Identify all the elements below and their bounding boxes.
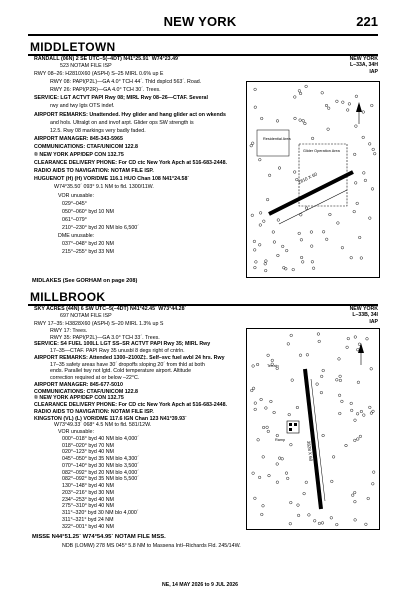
tree-icon <box>252 365 255 368</box>
page-state-title: NEW YORK <box>163 14 237 29</box>
tree-icon <box>339 379 342 382</box>
tree-icon <box>320 391 323 394</box>
tree-icon <box>354 336 357 339</box>
tree-icon <box>336 100 339 103</box>
building <box>289 428 292 431</box>
info-line: RADIO AIDS TO NAVIGATION: NOTAM FILE ISP. <box>34 408 154 415</box>
ramp-label: Ramp <box>275 438 286 442</box>
tree-icon <box>331 480 334 483</box>
tree-icon <box>322 369 325 372</box>
airport-diagram-svg <box>247 82 379 277</box>
tree-icon <box>337 222 340 225</box>
info-line: AIRPORT REMARKS: Unattended. Hvy glider and hang glider act on wkends <box>34 111 226 118</box>
midlakes-reference: MIDLAKES (See GORHAM on page 208) <box>32 278 138 284</box>
info-line: W73°49.33´ 068° 4.5 NM to fld. 581/12W. <box>54 422 152 429</box>
tree-icon <box>357 381 360 384</box>
tree-icon <box>285 249 288 252</box>
info-line: KINGSTON (VL) (L) VOR/DME 117.6 IGN Chan 123 N41°39.93´ <box>34 415 187 422</box>
info-line: 050°–060° byd 10 NM <box>62 208 114 215</box>
tree-icon <box>254 266 257 269</box>
tree-icon <box>353 153 356 156</box>
tree-icon <box>278 457 281 460</box>
info-line: 082°–092° byd 35 NM blo 5,500´ <box>62 476 139 483</box>
info-line: 203°–216° byd 30 NM <box>62 489 114 496</box>
tree-icon <box>259 158 262 161</box>
tree-icon <box>278 167 281 170</box>
tree-icon <box>264 263 267 266</box>
tree-icon <box>298 232 301 235</box>
info-line: 12.5. Rwy 08 markings very badly faded. <box>50 127 146 134</box>
tree-icon <box>259 212 262 215</box>
tree-icon <box>313 520 316 523</box>
tree-icon <box>290 443 293 446</box>
tree-icon <box>255 261 258 264</box>
info-line: RWY 26: PAPI(P2R)—GA 4.0° TCH 30´. Trees. <box>50 87 161 94</box>
tree-icon <box>285 472 288 475</box>
tree-icon <box>308 514 311 517</box>
info-line: ® NEW YORK APP/DEP CON 132.75 <box>34 152 124 158</box>
info-line: RWY 17: Trees. <box>50 327 88 334</box>
runway-dimension-label: 2810 X 60 <box>297 171 318 185</box>
tree-icon <box>289 522 292 525</box>
north-arrow-icon <box>358 343 364 353</box>
info-line: 311°–321° byd 24 NM <box>62 516 114 523</box>
tree-icon <box>354 500 357 503</box>
iap-tag: IAP <box>369 68 378 75</box>
tree-icon <box>318 340 321 343</box>
info-line: 234°–253° byd 40 NM <box>62 496 114 503</box>
tree-icon <box>251 142 254 145</box>
tree-icon <box>291 379 294 382</box>
tree-icon <box>339 375 342 378</box>
tree-icon <box>327 128 330 131</box>
tree-icon <box>266 198 269 201</box>
tree-icon <box>353 210 356 213</box>
residential-area <box>257 130 289 156</box>
tree-icon <box>261 513 264 516</box>
tree-icon <box>372 148 375 151</box>
info-line: RWY 35: PAPI(P2L)—GA 3.0° TCH 33´. Trees. <box>50 334 160 341</box>
tree-icon <box>272 231 275 234</box>
info-line: 070°–140° byd 30 NM blo 3,500´ <box>62 462 139 469</box>
tree-icon <box>268 474 271 477</box>
info-line: 082°–092° byd 20 NM blo 4,000´ <box>62 469 139 476</box>
tree-icon <box>273 241 276 244</box>
tree-icon <box>273 411 276 414</box>
tree-icon <box>305 481 308 484</box>
tree-symbols <box>250 85 376 272</box>
info-line: VOR unusable: <box>58 429 94 435</box>
city-heading-millbrook: MILLBROOK <box>30 290 106 304</box>
info-line: 17–35—CTAF. PAPI Rwy 35 unusbl 8 degs right of cntrln. <box>50 348 185 354</box>
tree-icon <box>299 354 302 357</box>
tree-icon <box>256 363 259 366</box>
tree-icon <box>263 220 266 223</box>
info-line: 322°–001° byd 40 NM <box>62 523 114 530</box>
tree-icon <box>321 92 324 95</box>
tree-icon <box>276 481 279 484</box>
info-line: RADIO AIDS TO NAVIGATION: NOTAM FILE ISP. <box>34 168 154 175</box>
effective-dates-footer: NE, 14 MAY 2026 to 9 JUL 2026 <box>161 582 239 588</box>
info-line: SERVICE: S4 FUEL 100LL LGT SS–SR ACTVT PAPI Rwy 35; MIRL Rwy <box>34 341 211 348</box>
tree-icon <box>341 400 344 403</box>
city-heading-middletown: MIDDLETOWN <box>30 40 116 54</box>
tree-icon <box>290 501 293 504</box>
info-line: COMMUNICATIONS: CTAF/UNICOM 122.8 <box>34 143 138 150</box>
tree-icon <box>341 246 344 249</box>
tree-icon <box>286 477 289 480</box>
info-line: AIRPORT MANAGER: 845-343-5965 <box>34 135 123 142</box>
tree-icon <box>258 476 261 479</box>
tree-icon <box>345 444 348 447</box>
tree-icon <box>271 359 274 362</box>
tree-icon <box>357 348 360 351</box>
info-line: 020°–123° byd 40 NM <box>62 449 114 456</box>
tree-icon <box>354 419 357 422</box>
misse-line-2: NDB (LOMW) 278 MS 045° 5.8 NM to Massena Intl–Richards Fld. 245/14W. <box>62 543 241 549</box>
ramp <box>287 421 299 433</box>
tree-icon <box>281 245 284 248</box>
tree-icon <box>250 144 253 147</box>
info-line: AIRPORT MANAGER: 845-677-5010 <box>34 381 123 388</box>
tree-icon <box>260 117 263 120</box>
tree-icon <box>254 402 257 405</box>
tree-icon <box>265 260 268 263</box>
tree-icon <box>356 413 359 416</box>
info-line: 018°–020° byd 70 NM <box>62 442 114 449</box>
tree-icon <box>251 214 254 217</box>
tree-icon <box>298 90 301 93</box>
tree-icon <box>302 120 305 123</box>
airport-tags <box>350 56 378 75</box>
tree-icon <box>369 406 372 409</box>
info-line: AIRPORT REMARKS: Attended 1300–2100Z‡. Self–svc fuel avbl 24 hrs. Rwy <box>34 354 225 361</box>
info-line: rwy and twy lgts OTS indef. <box>50 103 115 110</box>
tree-icon <box>252 387 255 390</box>
tree-icon <box>310 245 313 248</box>
tree-icon <box>316 383 319 386</box>
tree-icon <box>258 244 261 247</box>
tree-icon <box>318 522 321 525</box>
tree-icon <box>306 354 309 357</box>
tree-icon <box>322 231 325 234</box>
tree-icon <box>304 122 307 125</box>
tree-icon <box>373 152 376 155</box>
iap-tag: IAP <box>369 318 378 325</box>
tree-icon <box>262 456 265 459</box>
tree-icon <box>359 435 362 438</box>
tree-icon <box>264 269 267 272</box>
tree-icon <box>297 504 300 507</box>
tree-icon <box>362 136 365 139</box>
tree-icon <box>347 337 350 340</box>
tree-icon <box>358 236 361 239</box>
tree-icon <box>354 519 357 522</box>
tree-icon <box>277 219 280 222</box>
tree-icon <box>259 224 262 227</box>
tree-icon <box>311 137 314 140</box>
tree-icon <box>372 483 375 486</box>
airport-diagram-sky-acres <box>246 328 380 530</box>
tree-icon <box>364 179 367 182</box>
chart-tag: L–33A, 34H <box>350 62 378 69</box>
tree-icon <box>287 343 290 346</box>
info-line: HUGUENOT (H) (H) VOR/DME 116.1 HUO Chan 108 N41°24.58´ <box>34 176 190 183</box>
tree-icon <box>368 143 371 146</box>
tree-icon <box>312 267 315 270</box>
tree-icon <box>336 523 339 526</box>
tree-icon <box>322 434 325 437</box>
info-line: CLEARANCE DELIVERY PHONE: For CD ctc New York Apch at 516-683-2448. <box>34 402 227 408</box>
info-line: W74°35.50´ 093° 9.1 NM to fld. 1300/11W. <box>54 184 154 191</box>
tree-icon <box>325 104 328 107</box>
tree-icon <box>356 202 359 205</box>
info-line: RWY 17–35: H3828X60 (ASPH) S–20 MIRL 1.3% up S <box>34 321 164 327</box>
tree-icon <box>336 379 339 382</box>
info-line: ® NEW YORK APP/DEP CON 132.75 <box>34 395 124 402</box>
tree-icon <box>300 256 303 259</box>
tree-icon <box>350 409 353 412</box>
tree-icon <box>305 85 308 88</box>
tree-icon <box>253 240 256 243</box>
tree-icon <box>346 346 349 349</box>
glider-label: Glider Operation Area <box>303 149 340 153</box>
info-line: SERVICE: LGT ACTVT PAPI Rwy 08; MIRL Rwy 08–26—CTAF. Several <box>34 95 208 102</box>
tree-icon <box>254 106 257 109</box>
tree-icon <box>321 522 324 525</box>
tree-icon <box>363 414 366 417</box>
tree-icon <box>288 413 291 416</box>
tree-icon <box>330 517 333 520</box>
tree-icon <box>251 389 254 392</box>
tree-icon <box>252 472 255 475</box>
airport-line-1: RANDALL (06N) 2 SE UTC–5(–4DT) N41°25.91´ W74°23.49´ <box>34 56 180 62</box>
info-line: DME unusable: <box>58 233 95 239</box>
header-rule <box>28 34 378 36</box>
tree-icon <box>348 103 351 106</box>
tree-icon <box>293 171 296 174</box>
tree-icon <box>292 268 295 271</box>
tree-icon <box>363 172 366 175</box>
tree-icon <box>360 410 363 413</box>
tree-icon <box>367 497 370 500</box>
info-line: 275°–310° byd 40 NM <box>62 503 114 510</box>
tree-icon <box>262 505 265 508</box>
building <box>289 423 292 426</box>
info-line: 045°–050° byd 35 NM blo 4,300´ <box>62 456 139 462</box>
tree-icon <box>299 119 302 122</box>
tree-icon <box>310 231 313 234</box>
tree-icon <box>297 514 300 517</box>
airport-diagram-svg <box>247 329 379 529</box>
residential-label: Residential Area <box>263 137 291 141</box>
tree-icon <box>301 261 304 264</box>
info-line: 029°–045° <box>62 200 87 207</box>
info-line: 210°–230° byd 20 NM blo 6,500´ <box>62 224 139 231</box>
info-line: 311°–320° byd 30 NM blo 4,000´ <box>62 510 139 516</box>
tree-icon <box>254 408 257 411</box>
info-line: correction required at or below –22°C. <box>50 375 140 381</box>
tree-icon <box>285 268 288 271</box>
tree-icon <box>371 188 374 191</box>
info-line: COMMUNICATIONS: CTAF/UNICOM 122.8 <box>34 388 138 395</box>
info-line: RWY 08: PAPI(P2L)—GA 4.0° TCH 44´. Thld dsplcd 563´. Road. <box>50 79 202 86</box>
tree-icon <box>371 104 374 107</box>
info-line: RWY 08–26: H2810X60 (ASPH) S–25 MIRL 0.6% up E <box>34 71 164 77</box>
tree-icon <box>254 497 257 500</box>
airport-line-1: SKY ACRES (44N) 6 SW UTC–5(–4DT) N41°42.45´ W73°44.28´ <box>34 306 187 312</box>
tree-icon <box>354 182 357 185</box>
info-line: ends. Parallel twy not lgtd. Cold temperature airport. Altitude <box>50 368 192 375</box>
tree-icon <box>362 111 365 114</box>
tree-icon <box>327 107 330 110</box>
building <box>294 423 297 426</box>
tree-icon <box>276 120 279 123</box>
parallel-taxiway <box>279 190 347 224</box>
info-line: 037°–048° byd 20 NM <box>62 241 114 248</box>
airport-diagram-randall <box>246 81 380 278</box>
tree-icon <box>311 261 314 264</box>
tree-icon <box>294 117 297 120</box>
north-arrow-icon <box>356 102 362 112</box>
tree-icon <box>268 174 271 177</box>
info-line: and hols. Ultralgt on and invof arpt. Glider ops SW strength is <box>50 119 194 126</box>
tree-icon <box>353 491 356 494</box>
tree-icon <box>338 358 341 361</box>
misse-line-1: MISSE N44°51.25´ W74°54.95´ NOTAM FILE MSS. <box>32 534 166 540</box>
page-number: 221 <box>356 14 378 29</box>
tree-icon <box>350 402 353 405</box>
tree-icon <box>325 238 328 241</box>
airport-tags <box>350 306 378 325</box>
info-line: 000°–018° byd 40 NM blo 4,000´ <box>62 435 139 442</box>
tree-icon <box>276 434 279 437</box>
airport-line-2: 523 NOTAM FILE ISP <box>60 63 112 69</box>
tree-icon <box>329 213 332 216</box>
info-line: CLEARANCE DELIVERY PHONE: For CD ctc New York Apch at 516-683-2448. <box>34 160 227 167</box>
tree-icon <box>265 407 268 410</box>
runway-17-35 <box>305 369 321 509</box>
tree-icon <box>300 239 303 242</box>
tree-icon <box>365 523 368 526</box>
tree-icon <box>277 254 280 257</box>
tree-icon <box>299 92 302 95</box>
tree-icon <box>305 207 308 210</box>
tree-icon <box>342 101 345 104</box>
tree-icon <box>281 458 284 461</box>
tree-icon <box>253 249 256 252</box>
state-tag: NEW YORK <box>349 56 378 62</box>
tree-icon <box>351 494 354 497</box>
tree-icon <box>317 333 320 336</box>
tree-icon <box>332 456 335 459</box>
tree-icon <box>370 368 373 371</box>
tree-icon <box>372 410 375 413</box>
tree-icon <box>320 375 323 378</box>
tree-icon <box>266 426 269 429</box>
tree-icon <box>260 398 263 401</box>
info-line: 061°–079° <box>62 216 87 223</box>
info-line: 215°–255° byd 33 NM <box>62 249 114 256</box>
airport-line-2: 697 NOTAM FILE ISP <box>60 313 112 319</box>
tree-icon <box>338 394 341 397</box>
tree-icon <box>267 354 270 357</box>
chart-tag: L–33B, 34I <box>352 312 378 319</box>
tree-icon <box>294 96 297 99</box>
tree-icon <box>257 439 260 442</box>
tree-icon <box>254 88 257 91</box>
tree-icon <box>267 430 270 433</box>
tree-icon <box>366 338 369 341</box>
tree-icon <box>355 95 358 98</box>
tree-icon <box>303 492 306 495</box>
info-line: VOR unusable: <box>58 192 94 199</box>
tree-icon <box>369 217 372 220</box>
runway-dimension-label: 3828 X 60 <box>306 440 314 462</box>
tree-icon <box>262 426 265 429</box>
tree-icon <box>270 400 273 403</box>
tree-icon <box>357 438 360 441</box>
tree-icon <box>355 125 358 128</box>
tree-icon <box>346 109 349 112</box>
tree-icon <box>276 463 279 466</box>
info-line: 17–35 safety areas have 30´ dropoffs sloping 20´ from thld at both <box>50 361 205 368</box>
tree-icon <box>290 334 293 337</box>
tree-icon <box>354 439 357 442</box>
tree-icon <box>296 406 299 409</box>
tree-icon <box>360 257 363 260</box>
info-line: 130°–148° byd 40 NM <box>62 483 114 489</box>
tree-icon <box>339 412 342 415</box>
tree-icon <box>372 471 375 474</box>
tree-icon <box>350 256 353 259</box>
terrain-label: Terrain <box>267 364 279 368</box>
state-tag: NEW YORK <box>349 306 378 312</box>
